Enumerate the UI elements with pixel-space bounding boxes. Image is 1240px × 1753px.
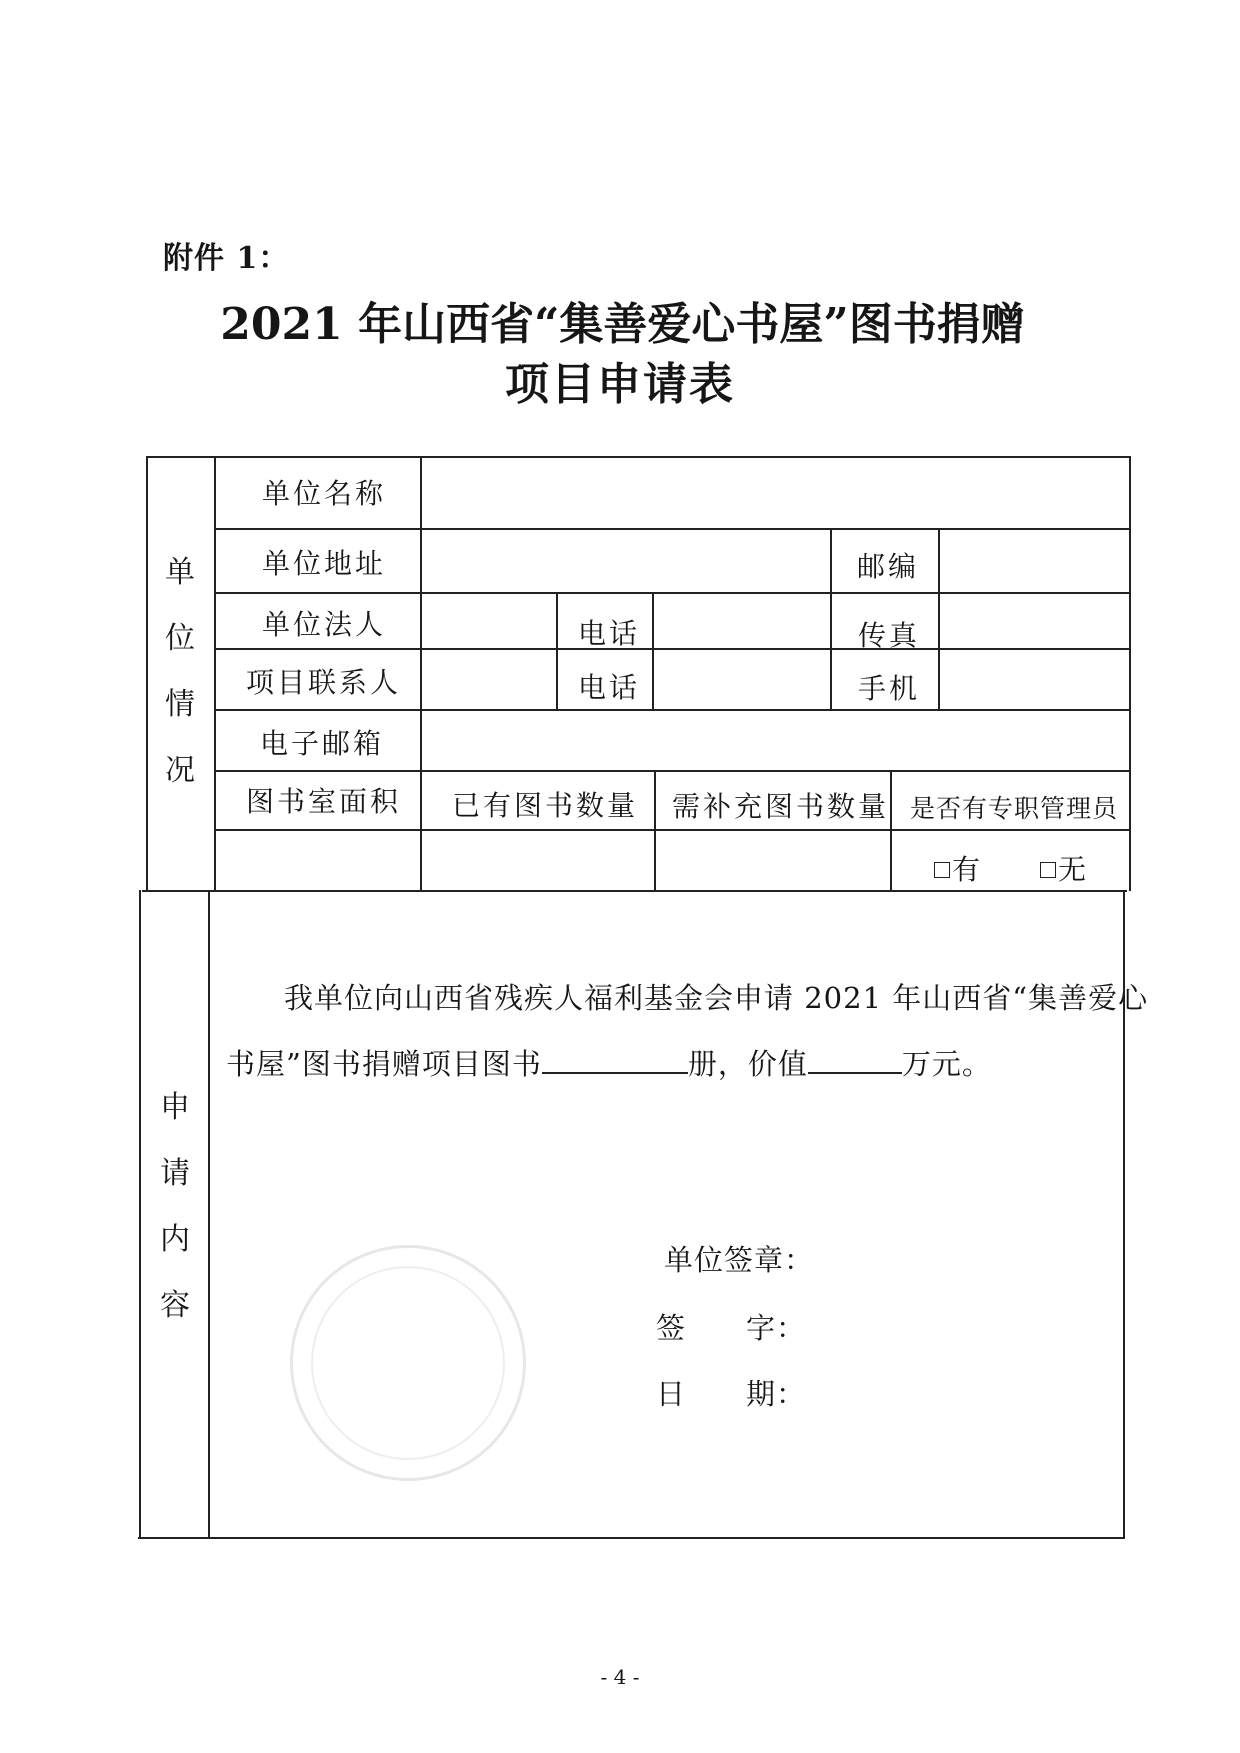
label-date: 日 期： [656, 1377, 807, 1411]
col-line-a [420, 456, 422, 891]
col-line-c [652, 592, 654, 709]
label-contact: 项目联系人 [246, 666, 402, 699]
table-bottom-border [138, 1537, 1125, 1539]
faint-seal-stamp [290, 1245, 526, 1481]
label-unit-address: 单位地址 [262, 547, 387, 580]
table-left-border-top [146, 456, 148, 891]
table-top-border [146, 456, 1131, 458]
statement-line2-part1: 书屋”图书捐赠项目图书 [226, 1047, 542, 1081]
table-left-border-bottom [139, 890, 141, 1539]
row-line-5 [214, 770, 1130, 772]
label-postcode: 邮编 [857, 550, 920, 583]
label-unit-seal: 单位签章： [664, 1243, 815, 1277]
label-fax: 传真 [858, 619, 921, 652]
label-column-divider-bottom [208, 890, 210, 1539]
section-divider [142, 890, 1127, 892]
form-title-line1: 2021 年山西省“集善爱心书屋”图书捐赠 [220, 299, 1025, 350]
col-line-g [890, 770, 892, 891]
label-phone-2: 电话 [578, 671, 641, 704]
col-line-e [938, 528, 940, 709]
checkbox-yes-icon[interactable] [934, 862, 950, 878]
section-application-content: 申请内容 [160, 1090, 190, 1323]
value-blank[interactable] [808, 1046, 902, 1074]
label-needed-books: 需补充图书数量 [672, 790, 890, 823]
row-line-2 [214, 592, 1130, 594]
statement-line2-part3: 万元。 [901, 1047, 992, 1081]
statement-line2-part2: 册，价值 [687, 1047, 808, 1081]
page-number: - 4 - [600, 1665, 640, 1689]
option-no[interactable] [1040, 848, 1086, 888]
row-line-1 [214, 528, 1130, 530]
col-line-d [830, 528, 832, 709]
label-has-manager: 是否有专职管理员 [910, 794, 1119, 823]
row-line-4 [214, 709, 1130, 711]
label-column-divider-top [214, 456, 216, 891]
attachment-label: 附件 1： [163, 241, 290, 276]
label-email: 电子邮箱 [260, 727, 385, 760]
table-right-border-top [1129, 456, 1131, 891]
option-yes[interactable] [934, 848, 980, 888]
section-unit-info: 单位情况 [165, 555, 195, 788]
label-unit-name: 单位名称 [262, 477, 387, 510]
label-existing-books: 已有图书数量 [452, 789, 639, 822]
col-line-b [556, 592, 558, 709]
checkbox-no-icon[interactable] [1040, 862, 1056, 878]
label-signature: 签 字： [656, 1311, 807, 1345]
row-line-3 [214, 648, 1130, 650]
statement-line1: 我单位向山西省残疾人福利基金会申请 2021 年山西省“集善爱心 [284, 981, 1149, 1015]
option-yes-label: 有 [952, 853, 981, 886]
row-line-6 [214, 829, 1130, 831]
statement-line2 [226, 1042, 992, 1083]
col-line-f [654, 770, 656, 891]
option-no-label: 无 [1058, 853, 1087, 886]
label-library-area: 图书室面积 [246, 785, 402, 818]
book-count-blank[interactable] [542, 1046, 688, 1074]
label-legal-person: 单位法人 [262, 608, 387, 641]
form-title-line2: 项目申请表 [505, 359, 735, 410]
label-mobile: 手机 [858, 672, 921, 705]
label-phone-1: 电话 [578, 617, 641, 650]
